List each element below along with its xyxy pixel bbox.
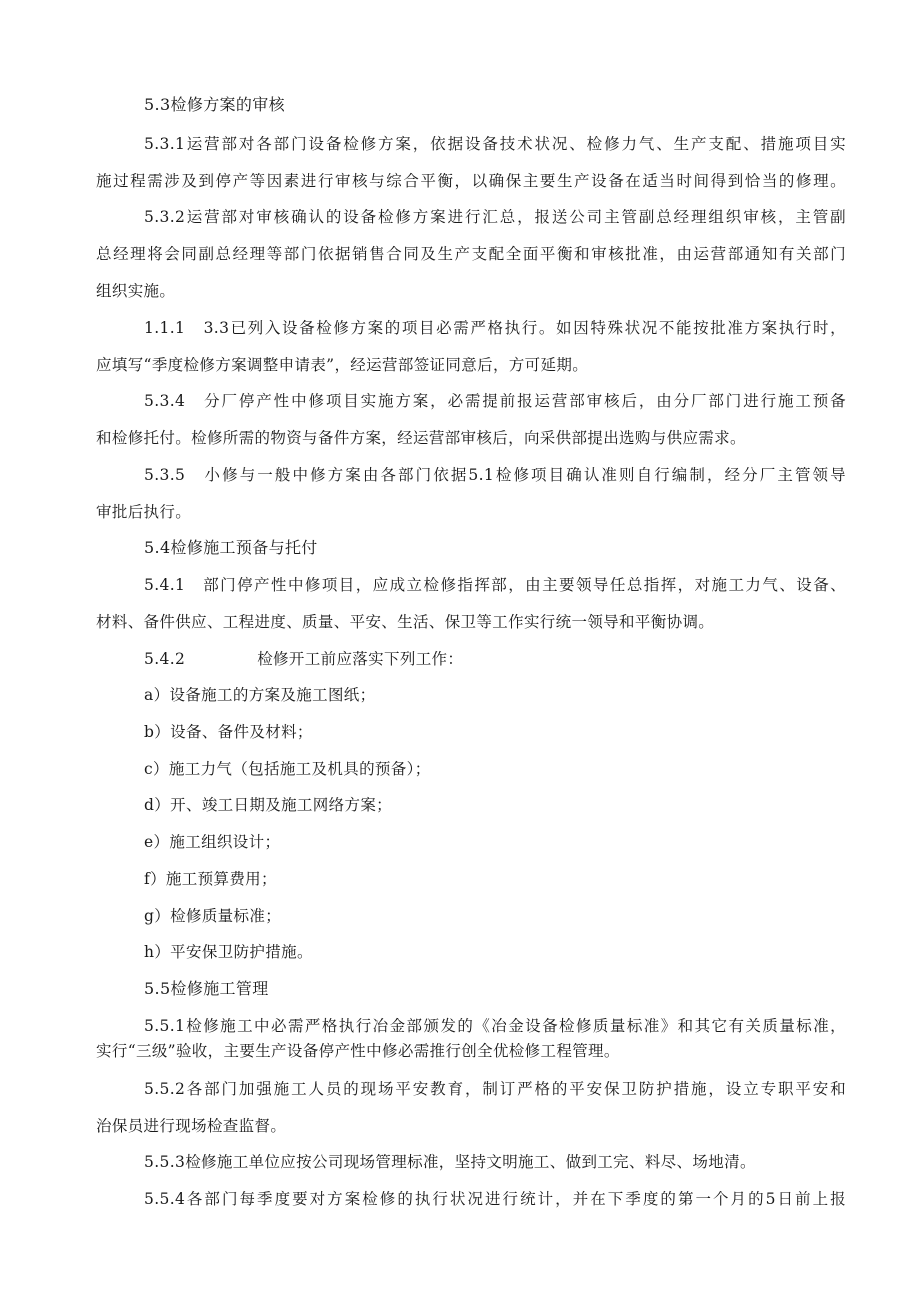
paragraph-5-4-2-text: 检修开工前应落实下列工作：: [257, 650, 464, 668]
paragraph-5-5-2-line-1: 5.5.2各部门加强施工人员的现场平安教育，制订严格的平安保卫防护措施，设立专职平安和: [144, 1080, 846, 1098]
paragraph-5-3-4-line-1: 5.3.4 分厂停产性中修项目实施方案，必需提前报运营部审核后，由分厂部门进行施工预备: [144, 392, 846, 410]
paragraph-5-3-2-line-2: 总经理将会同副总经理等部门依据销售合同及生产支配全面平衡和审核批准，由运营部通知有关部门: [96, 245, 846, 263]
section-heading-5-3: 5.3检修方案的审核: [144, 95, 285, 114]
paragraph-5-3-5-line-1: 5.3.5 小修与一般中修方案由各部门依据5.1检修项目确认准则自行编制，经分厂主管领导: [144, 466, 846, 484]
list-item-e: e）施工组织设计；: [144, 833, 281, 851]
list-item-a: a）设备施工的方案及施工图纸；: [144, 686, 376, 704]
list-item-f: f）施工预算费用；: [144, 870, 277, 888]
paragraph-5-3-4-line-2: 和检修托付。检修所需的物资与备件方案，经运营部审核后，向采供部提出选购与供应需求。: [96, 429, 746, 447]
paragraph-5-3-1-line-2: 施过程需涉及到停产等因素进行审核与综合平衡，以确保主要生产设备在适当时间得到恰当的修理。: [96, 172, 846, 190]
list-item-g: g）检修质量标准；: [144, 907, 282, 925]
paragraph-5-3-5-line-2: 审批后执行。: [96, 503, 192, 521]
list-item-c: c）施工力气（包括施工及机具的预备）；: [144, 760, 431, 778]
paragraph-5-4-2: [96, 648, 894, 670]
paragraph-5-3-1-line-1: 5.3.1运营部对各部门设备检修方案，依据设备技术状况、检修力气、生产支配、措施项目实: [144, 135, 846, 153]
paragraph-5-5-1-line-1: 5.5.1检修施工中必需严格执行冶金部颁发的《冶金设备检修质量标准》和其它有关质量标准，: [144, 1017, 846, 1035]
section-heading-5-5: 5.5检修施工管理: [144, 979, 269, 998]
list-item-d: d）开、竣工日期及施工网络方案；: [144, 796, 393, 814]
paragraph-5-5-2-line-2: 治保员进行现场检查监督。: [96, 1117, 287, 1135]
paragraph-5-3-2-line-1: 5.3.2运营部对审核确认的设备检修方案进行汇总，报送公司主管副总经理组织审核，主管副: [144, 208, 846, 226]
paragraph-5-4-1-line-2: 材料、备件供应、工程进度、质量、平安、生活、保卫等工作实行统一领导和平衡协调。: [96, 613, 715, 631]
paragraph-1-1-1-line-1: 1.1.1 3.3已列入设备检修方案的项目必需严格执行。如因特殊状况不能按批准方案执行时，: [144, 319, 846, 337]
section-heading-5-4: 5.4检修施工预备与托付: [144, 538, 318, 557]
paragraph-1-1-1-line-2: 应填写“季度检修方案调整申请表”，经运营部签证同意后，方可延期。: [96, 356, 589, 374]
paragraph-5-5-3: 5.5.3检修施工单位应按公司现场管理标准，坚持文明施工、做到工完、料尽、场地清。: [144, 1153, 756, 1171]
paragraph-5-5-4-line-1: 5.5.4各部门每季度要对方案检修的执行状况进行统计，并在下季度的第一个月的5日前上报: [144, 1190, 846, 1208]
paragraph-5-5-1-line-2: 实行“三级”验收，主要生产设备停产性中修必需推行创全优检修工程管理。: [96, 1042, 620, 1060]
list-item-h: h）平安保卫防护措施。: [144, 943, 313, 961]
list-item-b: b）设备、备件及材料；: [144, 723, 313, 741]
paragraph-5-4-1-line-1: 5.4.1 部门停产性中修项目，应成立检修指挥部，由主要领导任总指挥，对施工力气、设备、: [144, 576, 846, 594]
paragraph-5-3-2-line-3: 组织实施。: [96, 282, 176, 300]
paragraph-5-4-2-number: 5.4.2: [144, 650, 186, 668]
